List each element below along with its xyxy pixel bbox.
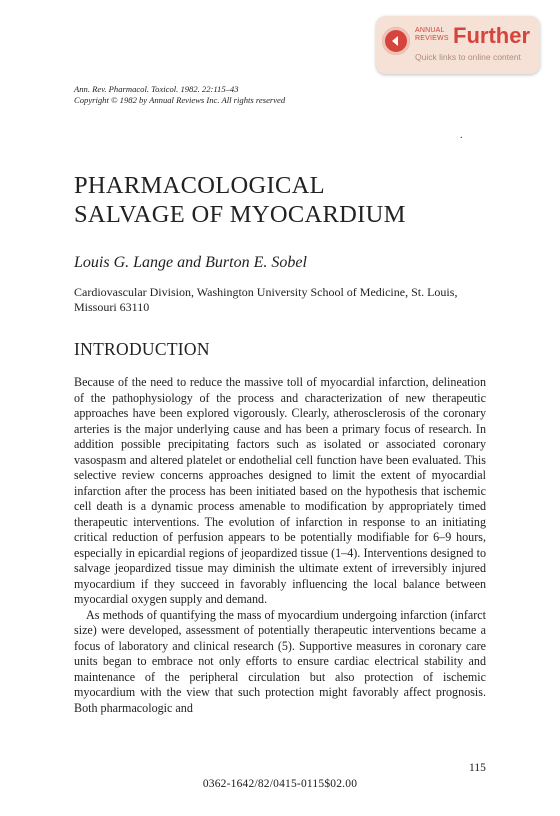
body-text [74,375,486,716]
stray-mark: . [460,130,463,141]
further-wordmark: Further [453,23,530,48]
speaker-arrow-icon [382,27,410,55]
citation-line: Ann. Rev. Pharmacol. Toxicol. 1982. 22:115–43 [74,84,239,94]
copyright-line: Copyright © 1982 by Annual Reviews Inc. All rights reserved [74,95,286,105]
paragraph: As methods of quantifying the mass of myocardium undergoing infarction (infarct size) were developed, assessment of potentially therapeutic interventions became a focus of laboratory and clinical research (5). Supportive measures in coronary care units began to embrace not only efforts to ensure cardiac electrical stability and maintenance of the peripheral circulation but also protection of ischemic myocardium with the view that such protection might favorably affect prognosis. Both pharmacologic and [74,607,486,715]
annual-reviews-label: ANNUAL REVIEWS [415,27,449,42]
title-line: PHARMACOLOGICAL [74,172,325,199]
affiliation: Cardiovascular Division, Washington University School of Medicine, St. Louis, Missouri 63110 [74,285,458,314]
paragraph: Because of the need to reduce the massive toll of myocardial infarction, delineation of the pathophysiology of the process and characterization of new therapeutic approaches have been explored vigorously. Clearly, atherosclerosis of the coronary arteries is the major underlying cause and has been a primary focus of research. In addition possible precipitating factors such as isolated or associated coronary vasospasm and altered platelet or endothelial cell function have been evaluated. This selective review concerns approaches designed to limit the extent of myocardial infarction after the process has been initiated based on the hypothesis that ischemic cell death is a dynamic process amenable to modification by appropriately timed therapeutic interventions. The evolution of infarction in response to an initiating critical reduction of perfusion appears to be potentially modifiable for 6–9 hours, especially in epicardial regions of jeopardized tissue (1–4). Interventions designed to salvage jeopardized tissue may diminish the ultimate extent of irreversibly injured myocardium if they succeed in favorably influencing the local balance between myocardial oxygen supply and demand. [74,375,486,606]
citation [74,84,285,106]
section-heading: INTRODUCTION [74,339,210,359]
page-number: 115 [469,762,486,774]
further-badge[interactable] [376,16,540,74]
footer-code: 0362-1642/82/0415-0115$02.00 [202,778,358,790]
authors: Louis G. Lange and Burton E. Sobel [74,254,307,271]
further-subtext: Quick links to online content [415,52,521,62]
article-title [74,171,406,229]
title-line: SALVAGE OF MYOCARDIUM [74,201,406,228]
